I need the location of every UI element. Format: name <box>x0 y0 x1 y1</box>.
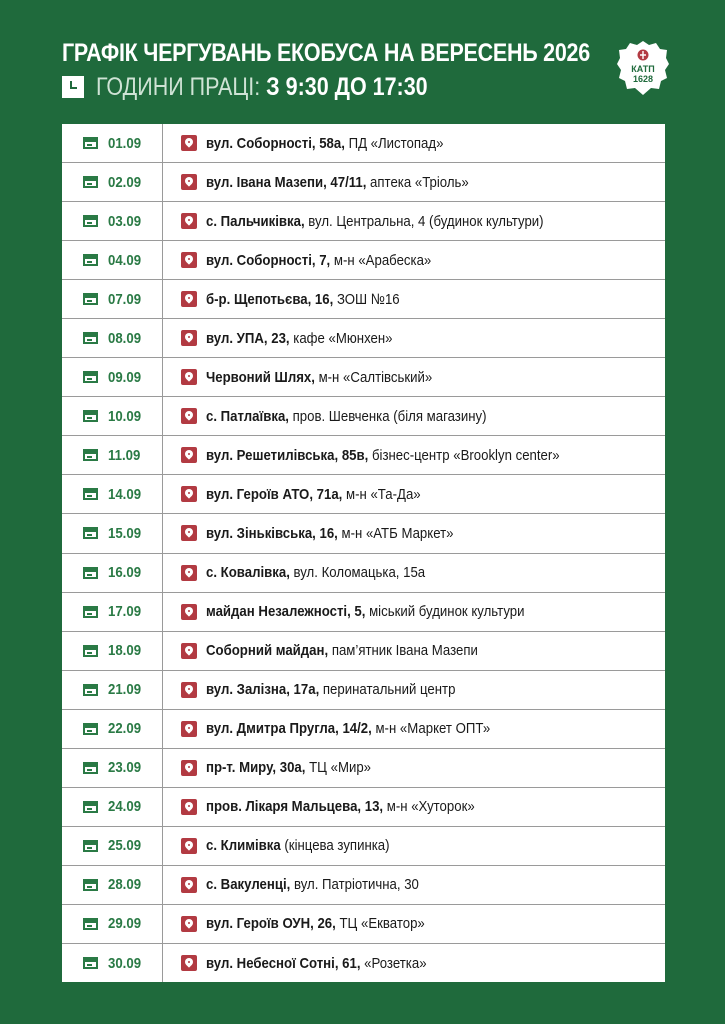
map-pin-icon <box>181 213 197 229</box>
row-date: 21.09 <box>108 681 142 699</box>
logo-line-1: КАТП <box>631 64 655 74</box>
row-address <box>206 915 425 932</box>
row-address <box>206 252 431 269</box>
page-title: ГРАФІК ЧЕРГУВАНЬ ЕКОБУСА НА ВЕРЕСЕНЬ 2026 <box>62 39 590 67</box>
schedule-row <box>62 163 665 202</box>
logo-line-2: 1628 <box>632 74 654 84</box>
schedule-row <box>62 319 665 358</box>
address-detail: кафе «Мюнхен» <box>289 329 393 347</box>
schedule-row <box>62 905 665 944</box>
map-pin-icon <box>181 525 197 541</box>
row-date: 11.09 <box>108 446 141 464</box>
date-cell <box>62 358 163 396</box>
map-pin-icon <box>181 565 197 581</box>
schedule-row <box>62 866 665 905</box>
address-detail: пров. Шевченка (біля магазину) <box>288 407 487 425</box>
row-address <box>206 135 443 152</box>
address-main: вул. Соборності, 58а, <box>206 134 345 152</box>
row-address <box>206 408 487 425</box>
address-detail: ЗОШ №16 <box>333 290 400 308</box>
row-address <box>206 330 393 347</box>
date-cell <box>62 788 163 826</box>
address-cell <box>163 788 665 826</box>
address-main: вул. Соборності, 7, <box>206 251 331 269</box>
date-cell <box>62 671 163 709</box>
map-pin-icon <box>181 643 197 659</box>
calendar-icon <box>83 410 98 422</box>
map-pin-icon <box>181 604 197 620</box>
address-cell <box>163 866 665 904</box>
address-main: с. Вакуленці, <box>206 876 291 894</box>
clock-icon <box>62 76 84 98</box>
working-hours-value: З 9:30 ДО 17:30 <box>260 72 428 101</box>
map-pin-icon <box>181 877 197 893</box>
map-pin-icon <box>181 174 197 190</box>
schedule-row <box>62 358 665 397</box>
address-detail: вул. Коломацька, 15а <box>289 564 426 582</box>
address-detail: ПД «Листопад» <box>344 134 444 152</box>
map-pin-icon <box>181 252 197 268</box>
map-pin-icon <box>181 838 197 854</box>
address-main: с. Климівка <box>206 837 281 855</box>
row-address <box>206 213 544 230</box>
schedule-row <box>62 280 665 319</box>
schedule-row <box>62 749 665 788</box>
calendar-icon <box>83 371 98 383</box>
working-hours-label: ГОДИНИ ПРАЦІ: <box>96 72 261 101</box>
row-date: 08.09 <box>108 329 142 347</box>
address-detail: м-н «Та-Да» <box>342 485 421 503</box>
address-main: вул. Зіньківська, 16, <box>206 524 338 542</box>
address-detail: м-н «Маркет ОПТ» <box>371 720 491 738</box>
row-date: 15.09 <box>108 524 142 542</box>
calendar-icon <box>83 293 98 305</box>
calendar-icon <box>83 137 98 149</box>
date-cell <box>62 944 163 982</box>
map-pin-icon <box>181 447 197 463</box>
row-date: 29.09 <box>108 915 142 933</box>
address-cell <box>163 514 665 552</box>
map-pin-icon <box>181 916 197 932</box>
date-cell <box>62 554 163 592</box>
row-date: 10.09 <box>108 407 142 425</box>
address-cell <box>163 436 665 474</box>
date-cell <box>62 397 163 435</box>
row-address <box>206 642 478 659</box>
schedule-row <box>62 397 665 436</box>
date-cell <box>62 280 163 318</box>
row-date: 01.09 <box>108 134 142 152</box>
address-cell <box>163 319 665 357</box>
address-cell <box>163 905 665 943</box>
address-detail: пам’ятник Івана Мазепи <box>328 642 478 660</box>
row-address <box>206 564 425 581</box>
address-detail: (кінцева зупинка) <box>280 837 390 855</box>
row-address <box>206 525 454 542</box>
map-pin-icon <box>181 721 197 737</box>
address-cell <box>163 358 665 396</box>
row-date: 17.09 <box>108 603 142 621</box>
calendar-icon <box>83 527 98 539</box>
address-detail: перинатальний центр <box>319 681 456 699</box>
map-pin-icon <box>181 799 197 815</box>
row-address <box>206 837 390 854</box>
date-cell <box>62 593 163 631</box>
calendar-icon <box>83 762 98 774</box>
row-date: 23.09 <box>108 759 142 777</box>
schedule-row <box>62 671 665 710</box>
schedule-row <box>62 788 665 827</box>
date-cell <box>62 905 163 943</box>
row-address <box>206 876 419 893</box>
row-date: 04.09 <box>108 251 142 269</box>
address-main: с. Ковалівка, <box>206 564 290 582</box>
map-pin-icon <box>181 955 197 971</box>
address-detail: м-н «Хуторок» <box>383 798 475 816</box>
address-detail: ТЦ «Екватор» <box>335 915 425 933</box>
address-main: с. Патлаївка, <box>206 407 289 425</box>
address-main: пров. Лікаря Мальцева, 13, <box>206 798 384 816</box>
row-date: 30.09 <box>108 954 142 972</box>
date-cell <box>62 866 163 904</box>
row-address <box>206 291 400 308</box>
schedule-row <box>62 944 665 982</box>
row-address <box>206 603 525 620</box>
address-detail: м-н «АТБ Маркет» <box>337 524 454 542</box>
address-main: Соборний майдан, <box>206 642 329 660</box>
schedule-row <box>62 632 665 671</box>
row-date: 22.09 <box>108 720 142 738</box>
address-main: вул. УПА, 23, <box>206 329 290 347</box>
map-pin-icon <box>181 330 197 346</box>
schedule-row <box>62 593 665 632</box>
address-main: майдан Незалежності, 5, <box>206 603 366 621</box>
schedule-row <box>62 436 665 475</box>
calendar-icon <box>83 449 98 461</box>
address-cell <box>163 241 665 279</box>
calendar-icon <box>83 254 98 266</box>
date-cell <box>62 475 163 513</box>
row-address <box>206 486 421 503</box>
row-date: 09.09 <box>108 368 142 386</box>
calendar-icon <box>83 840 98 852</box>
row-address <box>206 369 432 386</box>
calendar-icon <box>83 215 98 227</box>
schedule-row <box>62 827 665 866</box>
row-date: 25.09 <box>108 837 142 855</box>
map-pin-icon <box>181 369 197 385</box>
row-address <box>206 720 490 737</box>
working-hours-text <box>96 73 428 102</box>
address-main: вул. Дмитра Пругла, 14/2, <box>206 720 372 738</box>
address-main: Червоний Шлях, <box>206 368 315 386</box>
address-cell <box>163 710 665 748</box>
map-pin-icon <box>181 760 197 776</box>
address-cell <box>163 124 665 162</box>
row-date: 18.09 <box>108 642 142 660</box>
calendar-icon <box>83 567 98 579</box>
row-address <box>206 798 475 815</box>
address-detail: м-н «Салтівський» <box>314 368 433 386</box>
address-detail: бізнес-центр «Brooklyn center» <box>368 446 560 464</box>
address-detail: вул. Центральна, 4 (будинок культури) <box>304 212 544 230</box>
address-main: вул. Героїв АТО, 71а, <box>206 485 343 503</box>
row-date: 03.09 <box>108 212 142 230</box>
map-pin-icon <box>181 408 197 424</box>
date-cell <box>62 749 163 787</box>
row-address <box>206 447 560 464</box>
row-date: 24.09 <box>108 798 142 816</box>
calendar-icon <box>83 684 98 696</box>
row-date: 16.09 <box>108 564 142 582</box>
calendar-icon <box>83 723 98 735</box>
date-cell <box>62 710 163 748</box>
address-cell <box>163 397 665 435</box>
row-date: 28.09 <box>108 876 142 894</box>
date-cell <box>62 632 163 670</box>
row-date: 07.09 <box>108 290 142 308</box>
address-main: пр-т. Миру, 30а, <box>206 759 306 777</box>
address-cell <box>163 280 665 318</box>
schedule-row <box>62 710 665 749</box>
address-cell <box>163 671 665 709</box>
row-address <box>206 174 469 191</box>
schedule-row <box>62 554 665 593</box>
address-cell <box>163 632 665 670</box>
address-detail: «Розетка» <box>360 954 427 972</box>
date-cell <box>62 436 163 474</box>
address-cell <box>163 202 665 240</box>
address-detail: міський будинок культури <box>365 603 525 621</box>
calendar-icon <box>83 606 98 618</box>
map-pin-icon <box>181 682 197 698</box>
row-address <box>206 759 371 776</box>
address-detail: вул. Патріотична, 30 <box>290 876 419 894</box>
address-detail: аптека «Тріоль» <box>366 173 469 191</box>
address-main: вул. Залізна, 17а, <box>206 681 320 699</box>
schedule-row <box>62 475 665 514</box>
row-address <box>206 955 427 972</box>
address-cell <box>163 944 665 982</box>
address-main: вул. Небесної Сотні, 61, <box>206 954 361 972</box>
calendar-icon <box>83 879 98 891</box>
date-cell <box>62 202 163 240</box>
date-cell <box>62 319 163 357</box>
map-pin-icon <box>181 135 197 151</box>
map-pin-icon <box>181 486 197 502</box>
calendar-icon <box>83 176 98 188</box>
calendar-icon <box>83 918 98 930</box>
calendar-icon <box>83 957 98 969</box>
address-detail: м-н «Арабеска» <box>330 251 432 269</box>
schedule-row <box>62 241 665 280</box>
date-cell <box>62 241 163 279</box>
address-main: вул. Івана Мазепи, 47/11, <box>206 173 367 191</box>
calendar-icon <box>83 488 98 500</box>
map-pin-icon <box>181 291 197 307</box>
calendar-icon <box>83 801 98 813</box>
calendar-icon <box>83 645 98 657</box>
schedule-table <box>62 124 665 982</box>
row-date: 14.09 <box>108 485 142 503</box>
address-cell <box>163 475 665 513</box>
address-main: с. Пальчиківка, <box>206 212 305 230</box>
katp-logo <box>616 40 670 96</box>
schedule-row <box>62 202 665 241</box>
schedule-row <box>62 124 665 163</box>
row-date: 02.09 <box>108 173 142 191</box>
address-cell <box>163 749 665 787</box>
address-cell <box>163 827 665 865</box>
date-cell <box>62 514 163 552</box>
row-address <box>206 681 455 698</box>
address-main: вул. Героїв ОУН, 26, <box>206 915 336 933</box>
address-main: вул. Решетилівська, 85в, <box>206 446 369 464</box>
address-detail: ТЦ «Мир» <box>305 759 372 777</box>
address-main: б-р. Щепотьєва, 16, <box>206 290 334 308</box>
page-header <box>62 38 662 102</box>
date-cell <box>62 163 163 201</box>
date-cell <box>62 827 163 865</box>
working-hours <box>62 72 662 102</box>
address-cell <box>163 593 665 631</box>
date-cell <box>62 124 163 162</box>
schedule-row <box>62 514 665 553</box>
calendar-icon <box>83 332 98 344</box>
address-cell <box>163 163 665 201</box>
address-cell <box>163 554 665 592</box>
